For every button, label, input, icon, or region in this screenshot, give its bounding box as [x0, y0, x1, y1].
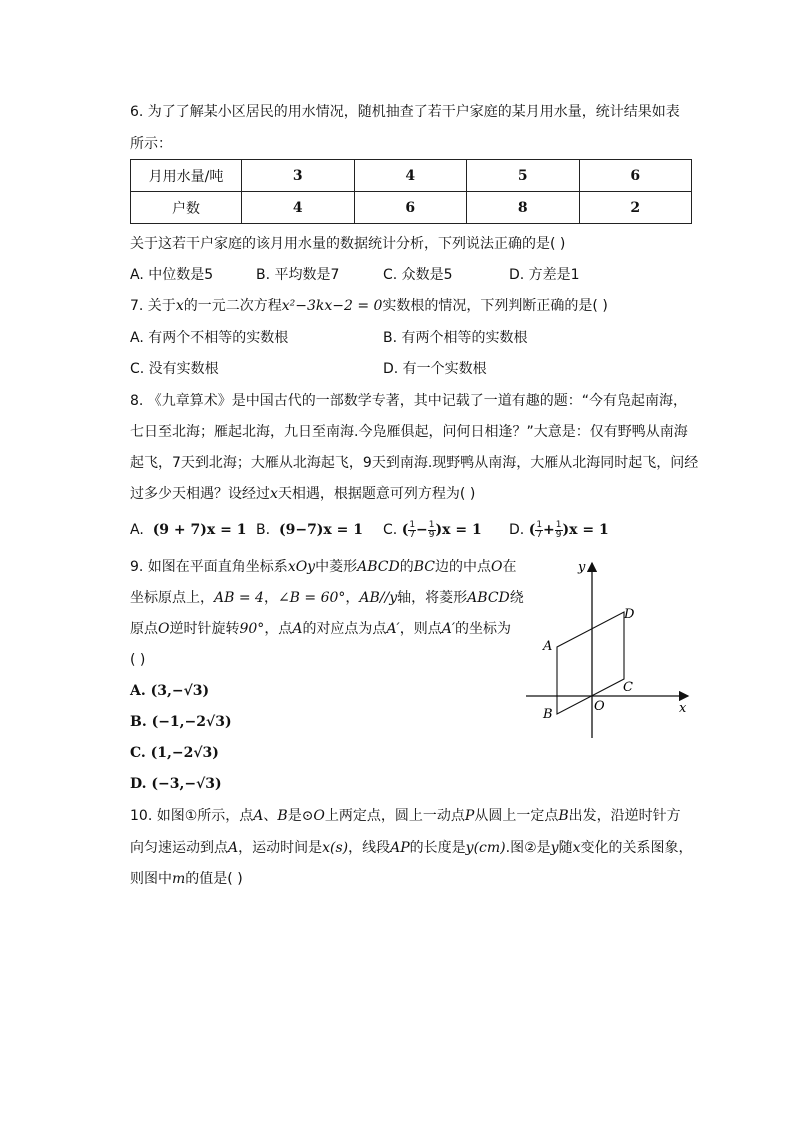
q8-option-b-expr: (9−7)x = 1 — [278, 522, 363, 538]
q6-stem-line2: 所示： — [130, 136, 172, 152]
point-b-label: B — [543, 707, 553, 722]
math: B — [277, 808, 288, 824]
q7-stem — [130, 296, 608, 316]
text: 10. 如图①所示，点 — [130, 808, 254, 824]
math: AB = 4 — [214, 590, 264, 606]
text: 随 — [558, 840, 573, 856]
math: A — [228, 840, 239, 856]
q7-option-d: D. 有一个实数根 — [383, 361, 487, 377]
math: A′ — [386, 621, 400, 637]
math: BC — [413, 559, 435, 575]
q10-stem-line2 — [130, 838, 692, 858]
math: ∠B = 60° — [277, 590, 346, 606]
q8-stem-line2: 七日至北海；雁起北海，九日至南海.今凫雁俱起，问何日相逢？”大意是：仅有野鸭从南海 — [130, 424, 688, 440]
text: ，线段 — [348, 840, 391, 856]
text: 是 — [287, 808, 302, 824]
text: 、 — [263, 808, 278, 824]
q8-option-c-tail: x = 1 — [442, 522, 482, 538]
q8-option-c: C. ( $\frac{1}{7}$ − $\frac{1}{9}$ )x = 1 — [383, 519, 482, 540]
q8-option-c-label: C. — [383, 522, 398, 538]
q6-option-b: B. 平均数是7 — [256, 267, 340, 283]
text: 向匀速运动到点 — [130, 840, 228, 856]
operator: − — [416, 522, 428, 538]
fraction — [555, 521, 563, 540]
text: 的坐标为 — [455, 621, 512, 637]
q8-option-b-label: B. — [256, 522, 271, 538]
q8-option-a-expr: (9 + 7)x = 1 — [152, 522, 247, 538]
q7-equation: x²−3kx−2 = 0 — [281, 298, 383, 314]
text: 9. 如图在平面直角坐标系 — [130, 559, 288, 575]
math: A′ — [441, 621, 456, 637]
text: 出发，沿逆时针方 — [568, 808, 681, 824]
text: 绕 — [509, 590, 524, 606]
text: 的对应点为点 — [302, 621, 387, 637]
math: ABCD — [467, 590, 510, 606]
q9-stem-line2 — [130, 588, 524, 608]
q9-option-d: D. (−3,−√3) — [130, 776, 222, 792]
text: .图②是 — [505, 840, 551, 856]
q6-option-c: C. 众数是5 — [383, 267, 453, 283]
q8-option-b — [256, 520, 363, 540]
text: ， — [263, 590, 278, 606]
text: 在 — [502, 559, 517, 575]
math: P — [464, 808, 475, 824]
q8-stem-line3: 起飞，7天到北海；大雁从北海起飞，9天到南海.现野鸭从南海，大雁从北海同时起飞，问经 — [130, 455, 699, 471]
q8-line4-text-b: 天相遇，根据题意可列方程为( ) — [277, 486, 476, 502]
fraction-numerator: 1 — [555, 519, 562, 530]
math: ABCD — [357, 559, 400, 575]
table-cell: 3 — [242, 160, 355, 192]
x-axis-label: x — [679, 701, 687, 716]
q7-mid: 的一元二次方程 — [183, 298, 282, 314]
q7-prefix: 7. 关于 — [130, 298, 176, 314]
math: 90° — [239, 621, 265, 637]
math: O — [490, 559, 503, 575]
q7-option-b: B. 有两个相等的实数根 — [383, 330, 528, 346]
q7-option-c: C. 没有实数根 — [130, 361, 219, 377]
math: x(s) — [322, 840, 349, 856]
text: 逆时针旋转 — [169, 621, 240, 637]
q9-stem-line4: ( ) — [130, 652, 146, 668]
math: AP — [390, 840, 410, 856]
fraction — [408, 521, 416, 540]
q6-option-a: A. 中位数是5 — [130, 267, 214, 283]
math: O — [158, 621, 170, 637]
q8-option-d-label: D. — [509, 522, 525, 538]
math: A — [292, 621, 303, 637]
table-cell: 8 — [467, 192, 580, 224]
point-d-label: D — [624, 607, 635, 622]
math: y(cm) — [465, 840, 506, 856]
text: 从圆上一定点 — [474, 808, 559, 824]
q10-stem-line3 — [130, 869, 243, 889]
text: 轴，将菱形 — [397, 590, 468, 606]
y-axis-label: y — [578, 560, 586, 575]
math: m — [172, 871, 186, 887]
q9-stem-line1 — [130, 557, 516, 577]
q8-option-d-tail: x = 1 — [569, 522, 609, 538]
q8-line4-text-a: 过多少天相遇？设经过 — [130, 486, 270, 502]
text: ，则点 — [399, 621, 442, 637]
q7-var-x: x — [175, 298, 184, 314]
origin-label: O — [594, 699, 605, 714]
table-cell: 2 — [579, 192, 692, 224]
table-row — [131, 160, 692, 192]
q8-option-a — [130, 520, 246, 540]
fraction-denominator: 7 — [409, 529, 416, 540]
fraction-numerator: 1 — [409, 519, 416, 530]
math: B — [558, 808, 569, 824]
math: AB//y — [359, 590, 398, 606]
text: 中菱形 — [315, 559, 358, 575]
table-row — [131, 192, 692, 224]
fraction-denominator: 7 — [536, 529, 543, 540]
rhombus-abcd — [557, 612, 624, 714]
q8-var-x: x — [270, 486, 278, 502]
text: 的值是( ) — [185, 871, 243, 887]
table-cell: 6 — [579, 160, 692, 192]
q8-stem-line1: 8. 《九章算术》是中国古代的一部数学专著，其中记载了一道有趣的题：“今有凫起南海， — [130, 393, 688, 409]
operator: + — [543, 522, 555, 538]
text: 上两定点，圆上一动点 — [324, 808, 465, 824]
text: ，运动时间是 — [238, 840, 323, 856]
text: 的 — [399, 559, 414, 575]
water-usage-table — [130, 159, 692, 224]
fraction-denominator: 9 — [555, 529, 562, 540]
math: ⊙O — [301, 808, 325, 824]
q9-option-b: B. (−1,−2√3) — [130, 714, 232, 730]
table-cell: 4 — [242, 192, 355, 224]
q6-option-d: D. 方差是1 — [509, 267, 580, 283]
q9-option-a: A. (3,−√3) — [130, 683, 210, 699]
fraction — [535, 521, 543, 540]
text: 坐标原点上， — [130, 590, 214, 606]
q6-stem-line1: 6. 为了了解某小区居民的用水情况，随机抽查了若干户家庭的某月用水量，统计结果如表 — [130, 104, 680, 120]
table-header-cell: 月用水量/吨 — [131, 160, 242, 192]
table-cell: 6 — [354, 192, 467, 224]
q8-option-d: D. ( $\frac{1}{7}$ + $\frac{1}{9}$ )x = 1 — [509, 519, 609, 540]
table-cell: 4 — [354, 160, 467, 192]
q10-stem-line1 — [130, 806, 681, 826]
text: 原点 — [130, 621, 158, 637]
math: y — [550, 840, 559, 856]
q7-suffix: 实数根的情况，下列判断正确的是( ) — [382, 298, 608, 314]
q9-rhombus-figure — [520, 555, 700, 745]
fraction-denominator: 9 — [428, 529, 435, 540]
text: ， — [345, 590, 360, 606]
math: A — [253, 808, 264, 824]
text: ，点 — [264, 621, 293, 637]
q9-stem-line3 — [130, 619, 511, 639]
q8-option-a-label: A. — [130, 522, 144, 538]
text: 的长度是 — [409, 840, 466, 856]
math: xOy — [287, 559, 316, 575]
q8-stem-line4 — [130, 484, 475, 504]
q7-option-a: A. 有两个不相等的实数根 — [130, 330, 289, 346]
point-a-label: A — [543, 639, 553, 654]
text: 变化的关系图象， — [580, 840, 693, 856]
fraction-numerator: 1 — [536, 519, 543, 530]
table-cell: 5 — [467, 160, 580, 192]
text: 则图中 — [130, 871, 172, 887]
table-header-cell: 户数 — [131, 192, 242, 224]
point-c-label: C — [623, 680, 633, 695]
fraction-numerator: 1 — [428, 519, 435, 530]
math: x — [572, 840, 581, 856]
q9-option-c: C. (1,−2√3) — [130, 745, 219, 761]
fraction — [428, 521, 436, 540]
text: 边的中点 — [434, 559, 491, 575]
q6-question: 关于这若干户家庭的该月用水量的数据统计分析，下列说法正确的是( ) — [130, 236, 566, 252]
